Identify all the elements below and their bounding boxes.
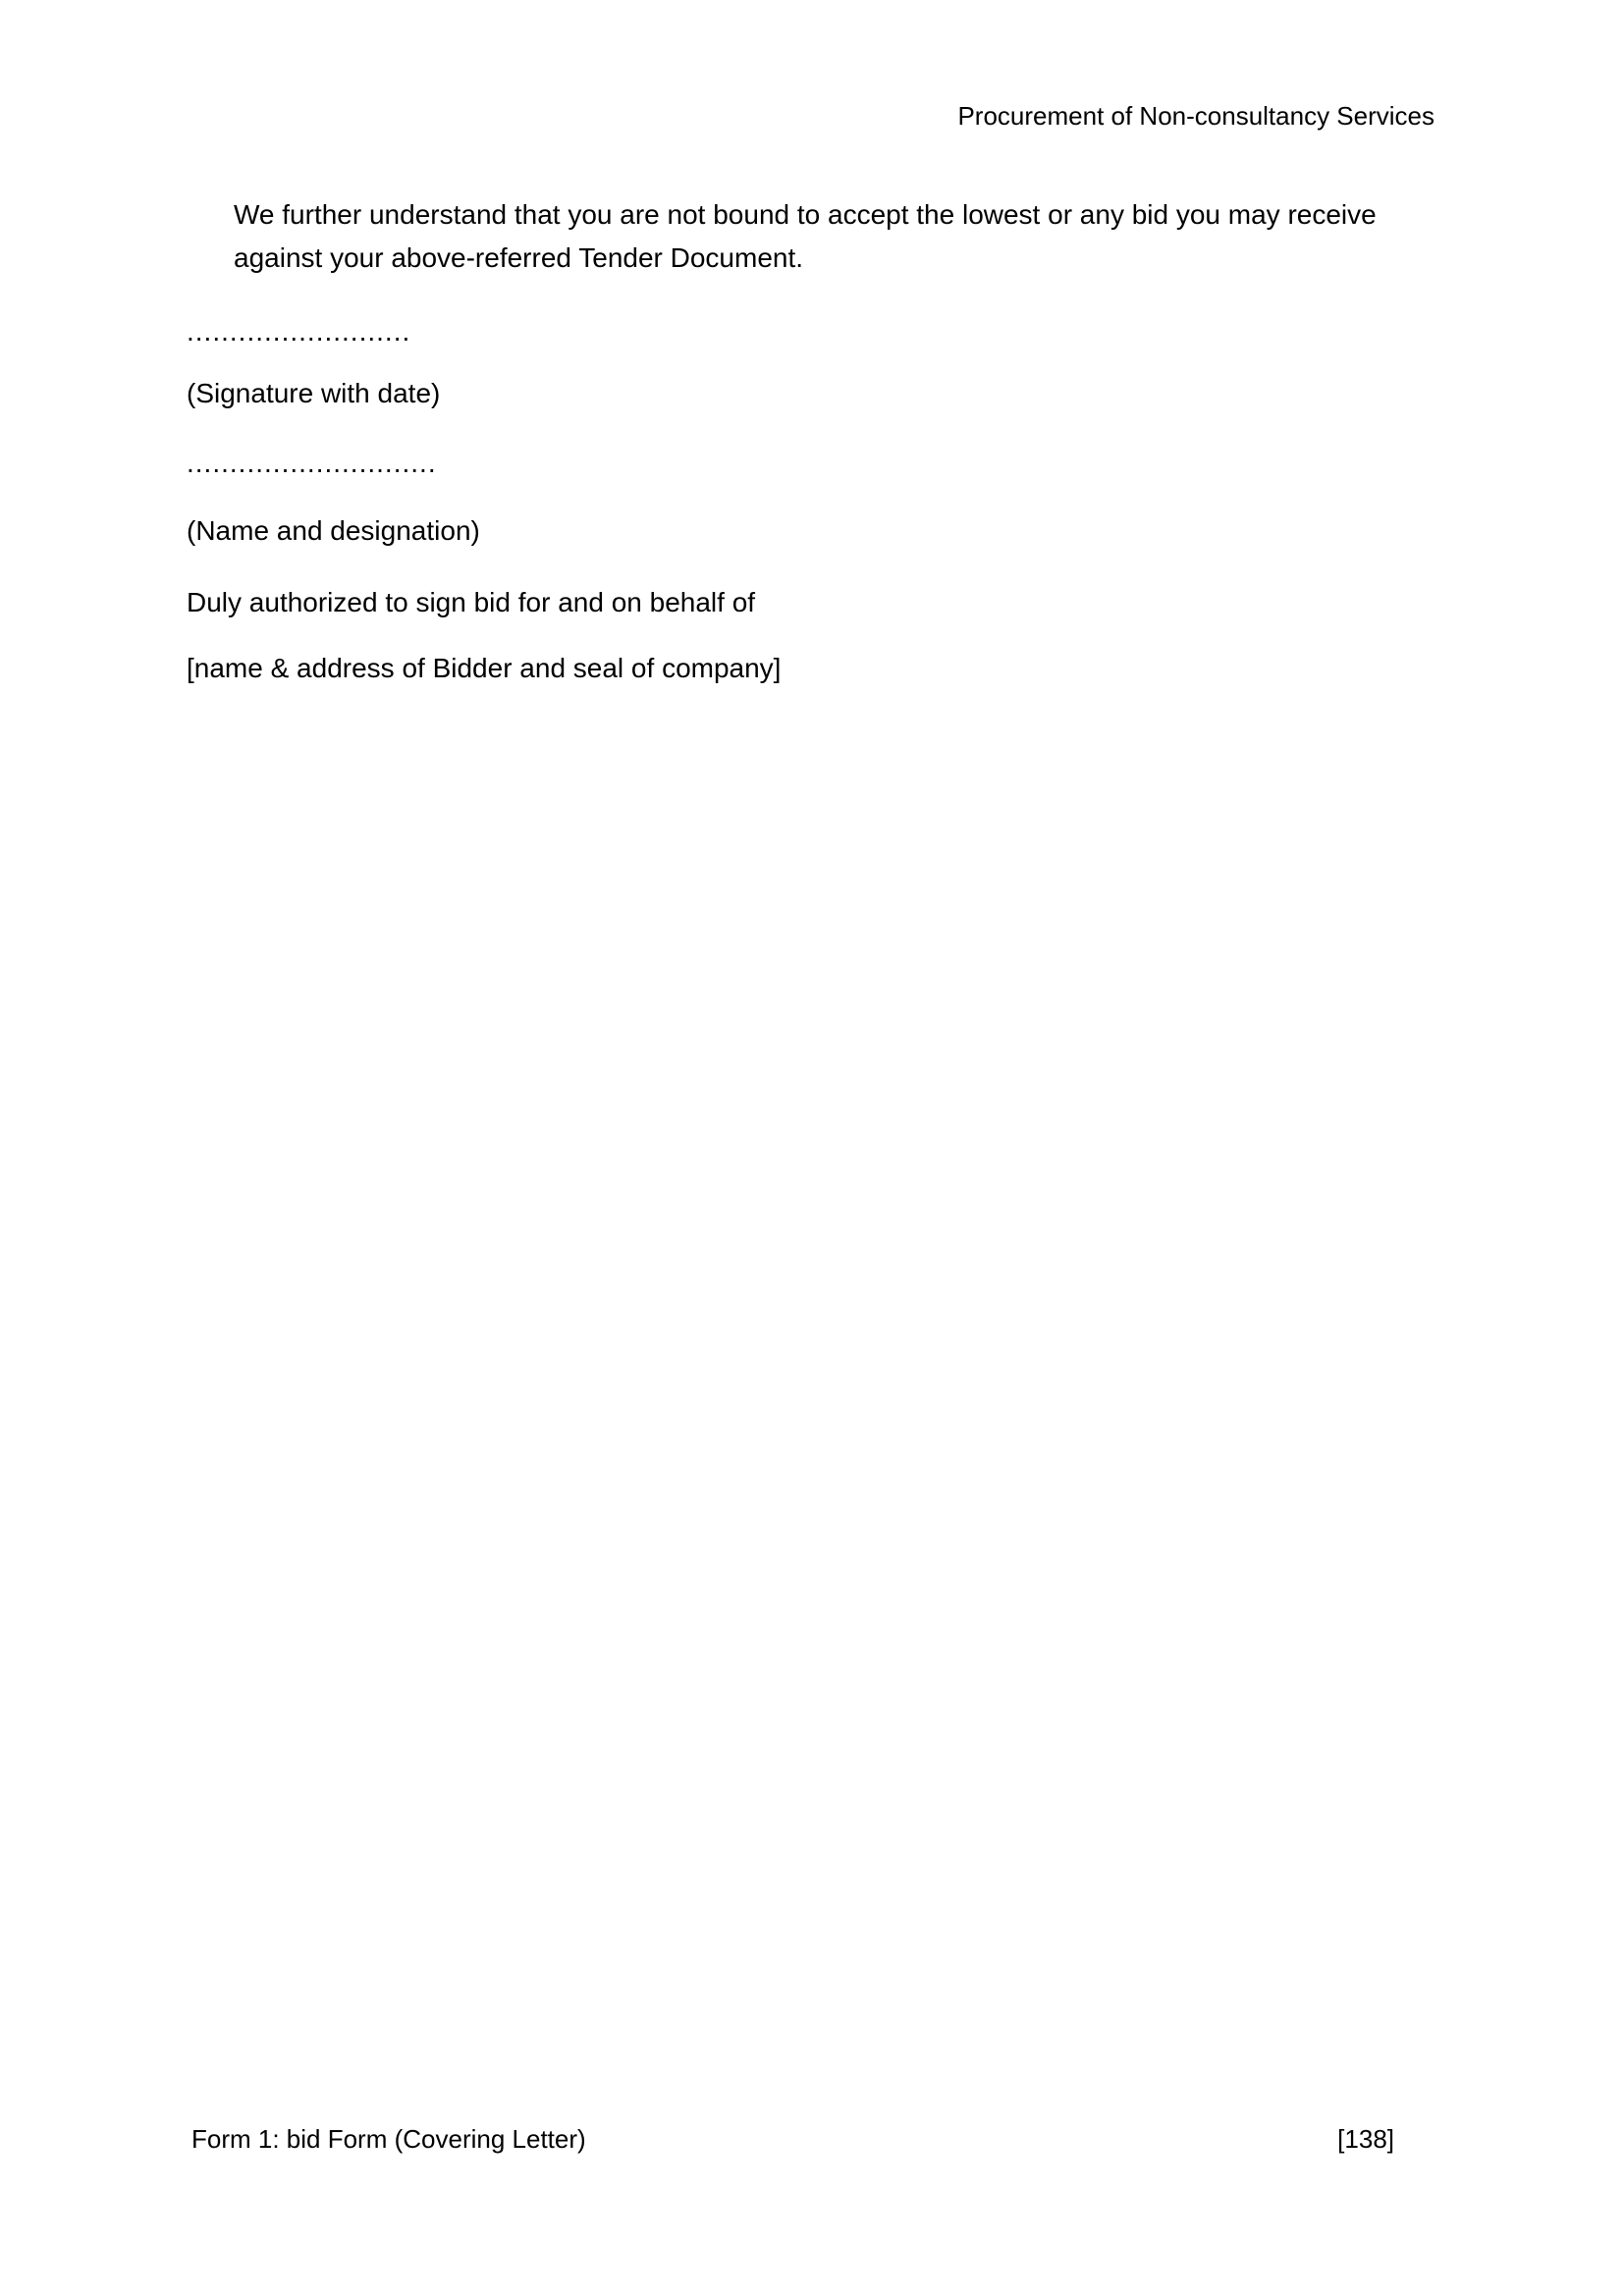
name-designation-label: (Name and designation) <box>187 515 480 546</box>
body-paragraph <box>234 193 1377 280</box>
header-title: Procurement of Non-consultancy Services <box>957 101 1435 131</box>
signature-dotted-line: .......................... <box>187 316 411 347</box>
paragraph-line-1: We further understand that you are not bound to accept the lowest or any bid you may receive <box>234 199 1377 230</box>
authorization-line: Duly authorized to sign bid for and on behalf of <box>187 587 756 617</box>
footer-page-number: [138] <box>1337 2124 1394 2154</box>
page-header <box>957 99 1435 133</box>
name-dotted-line: ............................. <box>187 448 437 478</box>
signature-label: (Signature with date) <box>187 378 441 408</box>
footer-form-label: Form 1: bid Form (Covering Letter) <box>191 2124 586 2154</box>
bidder-placeholder-line: [name & address of Bidder and seal of company] <box>187 653 782 683</box>
paragraph-line-2: against your above-referred Tender Document. <box>234 242 804 273</box>
